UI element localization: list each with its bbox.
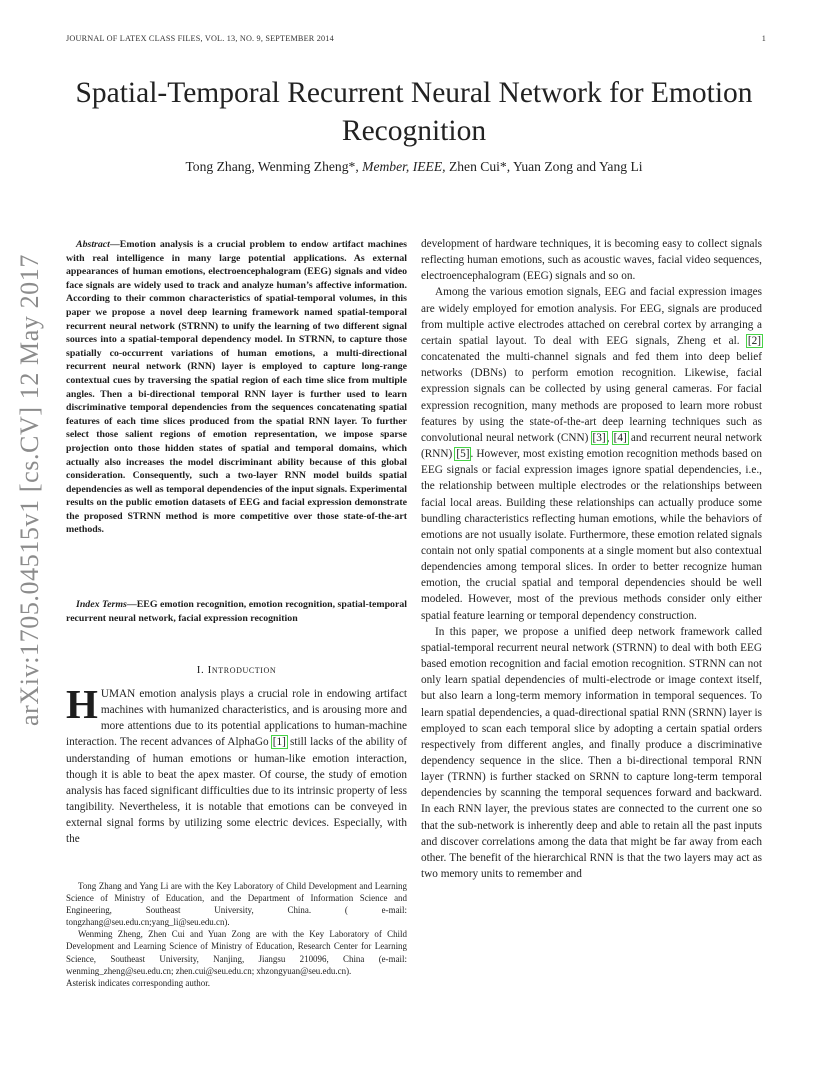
- paragraph-segment: ,: [606, 431, 613, 444]
- page-number: 1: [761, 34, 766, 43]
- footnotes: [66, 880, 407, 989]
- introduction-text: [66, 681, 408, 848]
- paragraph-segment: . However, most existing emotion recognition methods based on EEG signals or facial expression images ignore spatial dependencies, i.e., the relationship between multiple electrodes or the relationships between facial local areas. Building these relationships can actually produce some bundling characteristics reflecting human emotions, while the behaviors of emotions are not usually isolate. Furthermore, these emotion related signals contain not only spatial components at a single moment but also contextual dependencies among temporal slices. In order to better recognize human emotion, the crucial spatial and temporal dependencies should be well modeled. However, most of the previous methods consider only either spatial feature learning or temporal dependency construction.: [421, 448, 762, 622]
- journal-header: JOURNAL OF LATEX CLASS FILES, VOL. 13, NO. 9, SEPTEMBER 2014: [66, 34, 334, 43]
- authors-part-b: Zhen Cui*, Yuan Zong and Yang Li: [448, 159, 643, 174]
- paragraph-segment: and recurrent neural network (RNN): [421, 431, 763, 461]
- citation-link[interactable]: [2]: [747, 334, 761, 347]
- footnote-affiliation-2: Wenming Zheng, Zhen Cui and Yuan Zong are with the Key Laboratory of Child Development and Learning Science of Ministry of Education, Research Center for Learning Science, Southeast University, Nanjing, Jiangsu 210096, China (e-mail: wenming_zheng@seu.edu.cn; zhen.cui@seu.edu.cn; xhzongyuan@seu.edu.cn).: [66, 929, 407, 976]
- section-title: Introduction: [207, 664, 277, 676]
- abstract-label: Abstract: [76, 239, 110, 250]
- index-terms: [66, 598, 407, 625]
- intro-paragraph-start: UMAN emotion analysis plays a crucial role in endowing artifact machines with humanized characteristics, and is arousing more and more attentions due to its potential applications to human-machine interaction. The recent advances of AlphaGo: [66, 688, 407, 749]
- intro-paragraph-end: still lacks of the ability of understanding of human emotions or human-like emotion interaction, though it is able to beat the apex master. Of course, the study of emotion analysis has faced significant difficulties due to its intrinsic property of less tangibility. Nevertheless, it is notable that emotions can be conveyed in external signal forms by utilizing some electric devices. Especially, with the: [66, 736, 408, 846]
- index-terms-text: —EEG emotion recognition, emotion recognition, spatial-temporal recurrent neural network, facial expression recognition: [66, 599, 408, 624]
- abstract: [66, 238, 407, 537]
- section-number: I.: [196, 664, 205, 676]
- drop-cap: H: [66, 681, 98, 727]
- running-header: [66, 34, 766, 43]
- author-membership: Member, IEEE,: [362, 159, 446, 174]
- index-terms-label: Index Terms: [76, 599, 127, 610]
- arxiv-stamp: [10, 245, 50, 735]
- paragraph: In this paper, we propose a unified deep network framework called spatial-temporal recurrent neural network (STRNN) to deal with both EEG based emotion recognition and facial emotion recognition. STRNN can not only learn spatial dependencies of multi-electrode or image context itself, but also learn a long-term memory information in temporal sequences. To learn spatial dependencies, a quad-directional spatial RNN (SRNN) layer is employed to scan each temporal slice by adopting a certain spatial orders respectively from different angles, and finally produce a discriminative dependency sequence in the slice. Then a bi-directional temporal RNN layer (TRNN) is further stacked on SRNN to capture long-term temporal dependencies by scanning the temporal sequences forward and backward. In each RNN layer, the previous states are connected to the current one so that the sub-network is inherently deep and able to retain all the past inputs and discover correlations among the data that might be far away from each other. The benefit of the hierarchical RNN is that the two layers may act as two memory units to remember and: [421, 625, 762, 881]
- right-column-text: [421, 236, 762, 882]
- authors-part-a: Tong Zhang, Wenming Zheng*,: [185, 159, 359, 174]
- paragraph: [421, 284, 762, 623]
- section-heading: [66, 664, 407, 676]
- footnote-affiliation-1: Tong Zhang and Yang Li are with the Key Laboratory of Child Development and Learning Science of Ministry of Education, and the Department of Information Science and Engineering, Southeast University, China. ( e-mail: tongzhang@seu.edu.cn;yang_li@seu.edu.cn).: [66, 881, 407, 928]
- arxiv-identifier: arXiv:1705.04515v1 [cs.CV] 12 May 2017: [15, 254, 44, 726]
- citation-link[interactable]: [5]: [456, 448, 470, 461]
- author-line: [40, 159, 788, 175]
- paper-title: Spatial-Temporal Recurrent Neural Network for Emotion Recognition: [75, 77, 753, 147]
- paragraph: development of hardware techniques, it is becoming easy to collect signals reflecting human emotions, such as acoustic waves, facial video sequences, electroencephalogram (EEG) signals and so on.: [421, 238, 762, 283]
- paragraph-segment: concatenated the multi-channel signals and fed them into deep belief networks (DBNs) to perform emotion recognition. Likewise, facial expression signals can be collected by using general cameras. For facial expression recognition, many methods are proposed to learn more robust features by using the state-of-the-art deep learning techniques such as convolutional neural network (CNN): [421, 351, 762, 444]
- footnote-corresponding: Asterisk indicates corresponding author.: [66, 977, 210, 988]
- citation-link[interactable]: [4]: [613, 431, 627, 444]
- citation-link[interactable]: [3]: [592, 431, 606, 444]
- abstract-text: —Emotion analysis is a crucial problem to endow artifact machines with real intelligence in many large potential applications. As external appearances of human emotions, electroencephalogram (EEG) signals and video face signals are widely used to track and analyze human’s affective information. According to their common characteristics of spatial-temporal volumes, in this paper we propose a novel deep learning framework named spatial-temporal recurrent neural network (STRNN) to unify the learning of two different signal sources into a spatial-temporal dependency model. In STRNN, to capture those spatially co-occurrent variations of human emotions, a multi-directional recurrent neural network (RNN) layer is employed to capture long-range contextual cues by traversing the spatial region of each time slice from multiple angles. Then a bi-directional temporal RNN layer is further used to learn discriminative temporal dependencies from the sequences concatenating spatial features of each time slices produced from the spatial RNN layer. To further select those salient regions of emotion representation, we impose sparse projection onto those hidden states of spatial and temporal domains, which actually also increases the model discriminant ability because of this global consideration. Consequently, such a two-layer RNN model builds spatial dependencies as well as temporal dependencies of the input signals. Experimental results on the public emotion datasets of EEG and facial expression demonstrate the proposed STRNN method is more competitive over those state-of-the-art methods.: [66, 239, 407, 536]
- citation-link[interactable]: [1]: [272, 736, 286, 749]
- paragraph-segment: Among the various emotion signals, EEG and facial expression images are widely employed for emotion analysis. For EEG, signals are produced from multiple active electrodes attached on cerebral cortex by arranging a certain spatial layout. To deal with EEG signals, Zheng et al.: [421, 286, 762, 347]
